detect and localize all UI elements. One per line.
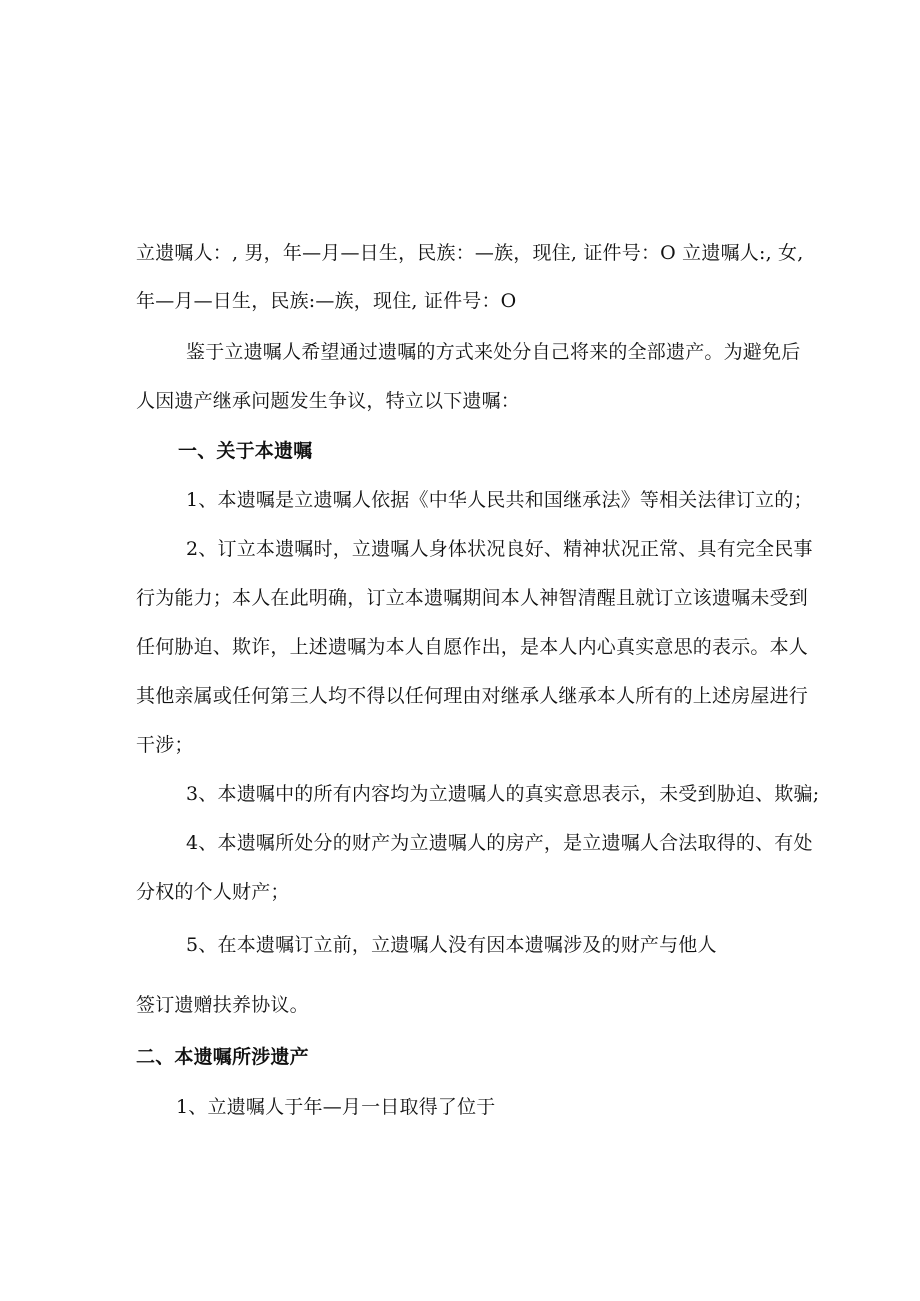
section-1-item-3: 3、本遗嘱中的所有内容均为立遗嘱人的真实意思表示，未受到胁迫、欺骗;: [186, 783, 820, 805]
section-1-item-5-line-2: 签订遗赠扶养协议。: [136, 994, 309, 1016]
section-1-item-1: 1、本遗嘱是立遗嘱人依据《中华人民共和国继承法》等相关法律订立的；: [186, 489, 813, 511]
section-1-item-4-line-2: 分权的个人财产；: [136, 881, 290, 903]
section-2-item-1: 1、立遗嘱人于年—月一日取得了位于: [176, 1096, 496, 1118]
section-1-item-2-line-4: 其他亲属或任何第三人均不得以任何理由对继承人继承本人所有的上述房屋进行: [136, 685, 809, 707]
testators-line-1: 立遗嘱人：, 男，年—月—日生，民族：—族，现住, 证件号：O 立遗嘱人:, 女,: [136, 242, 804, 264]
section-1-item-2-line-3: 任何胁迫、欺诈，上述遗嘱为本人自愿作出，是本人内心真实意思的表示。本人: [136, 636, 809, 658]
section-2-title: 二、本遗嘱所涉遗产: [136, 1046, 309, 1068]
section-1-item-2-line-5: 干涉；: [136, 734, 194, 756]
intro-line-1: 鉴于立遗嘱人希望通过遗嘱的方式来处分自己将来的全部遗产。为避免后: [186, 341, 801, 363]
section-1-title: 一、关于本遗嘱: [178, 440, 313, 462]
intro-line-2: 人因遗产继承问题发生争议，特立以下遗嘱：: [136, 390, 521, 412]
section-1-item-5-line-1: 5、在本遗嘱订立前，立遗嘱人没有因本遗嘱涉及的财产与他人: [186, 934, 717, 956]
testators-line-2: 年—月—日生，民族:—族，现住, 证件号：O: [136, 290, 517, 312]
section-1-item-2-line-2: 行为能力；本人在此明确，订立本遗嘱期间本人神智清醒且就订立该遗嘱未受到: [136, 587, 809, 609]
section-1-item-2-line-1: 2、订立本遗嘱时，立遗嘱人身体状况良好、精神状况正常、具有完全民事: [186, 538, 813, 560]
section-1-item-4-line-1: 4、本遗嘱所处分的财产为立遗嘱人的房产，是立遗嘱人合法取得的、有处: [186, 832, 813, 854]
